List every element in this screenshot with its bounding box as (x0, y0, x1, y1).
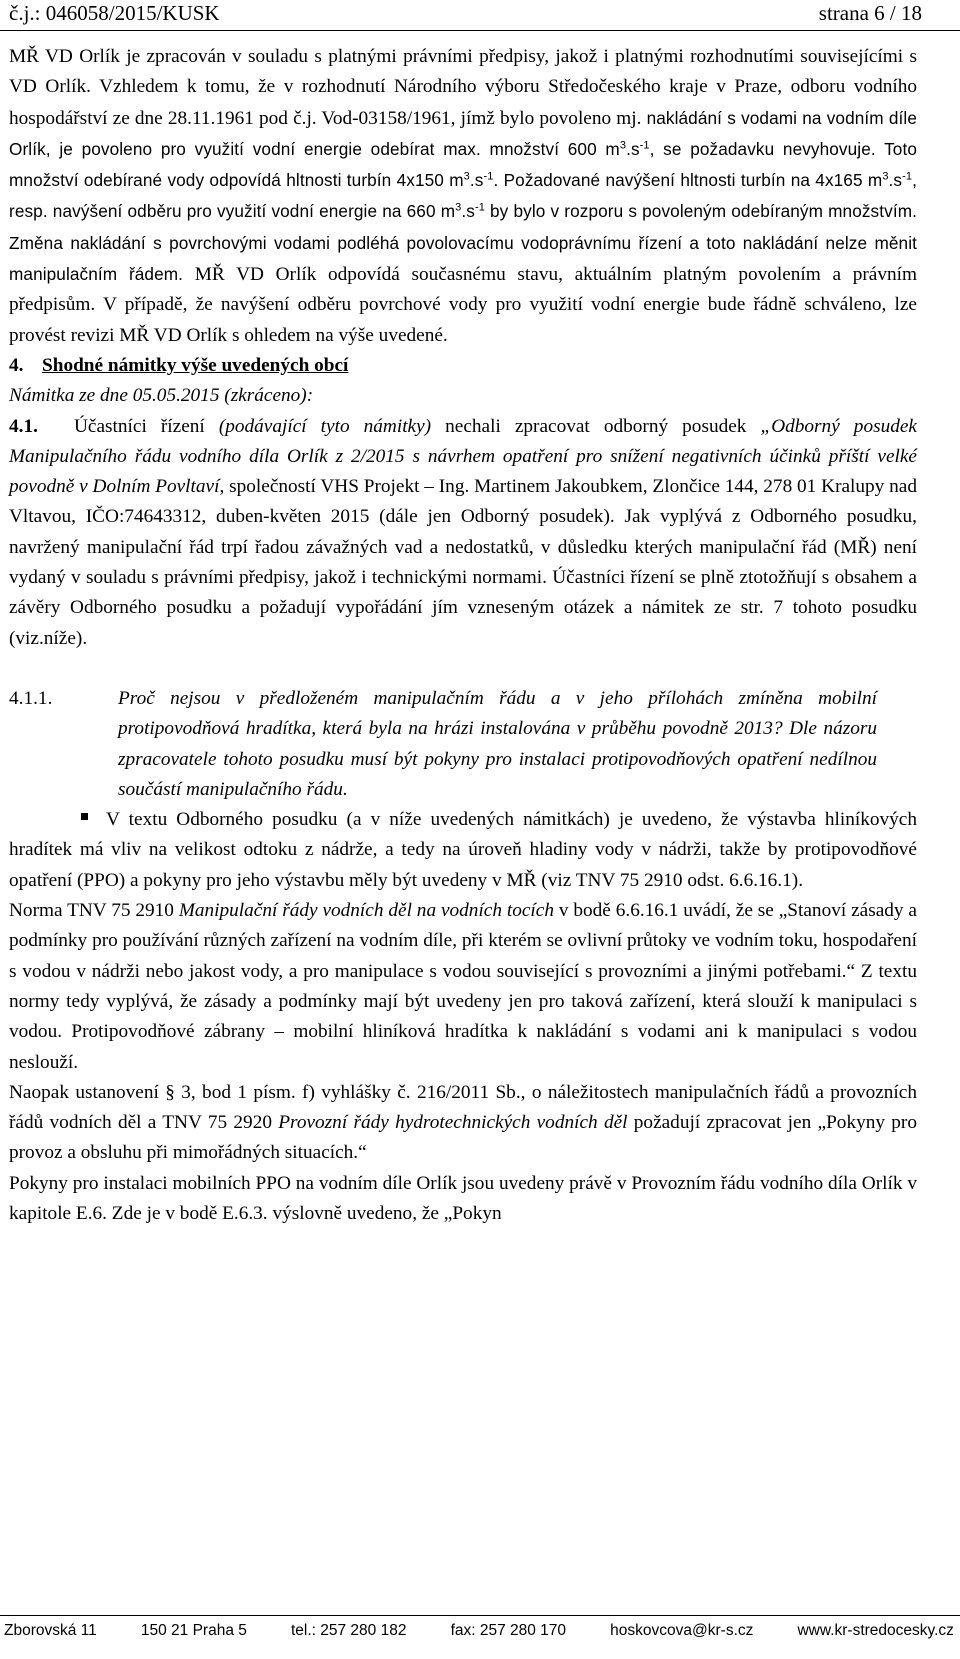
footer-city: 150 21 Praha 5 (140, 1622, 247, 1639)
footer-street: Zborovská 11 (4, 1622, 97, 1639)
paragraph-number: 4.1.1. (9, 687, 53, 709)
page-footer (0, 1615, 960, 1659)
sup: 3 (882, 170, 889, 183)
paragraph-4-1-1 (9, 684, 917, 805)
intro-serif-2: MŘ VD Orlík odpovídá současnému stavu, aktuálním platným povolením a právním předpisům. V případě, že navýšení odběru povrchové vody pro využití vodní energie bude řádně schváleno, lze provést revizi MŘ VD Orlík s ohledem na výše uvedené. (9, 264, 917, 346)
reference-number: č.j.: 046058/2015/KUSK (9, 1, 220, 25)
intro-sans-5: . Požadované navýšení hltnosti turbín na 4x165 m (493, 170, 883, 191)
paragraph-text: , společností VHS Projekt – Ing. Martinem Jakoubkem, Zlončice 144, 278 01 Kralupy nad Vltavou, IČO:74643312, duben-květen 2015 (dále jen Odborný posudek). Jak vyplývá z Odborného posudku, navržený manipulační řád trpí řadou závažných vad a nedostatků, v důsledku kterých manipulační řád (MŘ) není vydaný v souladu s právními předpisy, jakož i technickými normami. Účastníci řízení se plně ztotožňují s obsahem a závěry Odborného posudku a požadují vypořádání jím vzneseným otázek a námitek ze str. 7 tohoto posudku (viz.níže). (9, 476, 917, 649)
intro-sans-3: , se požadavku nevyhovuje. Toto množství odebírané vody odpovídá hltnosti turbín 4x150 m (9, 138, 917, 191)
footer-email: hoskovcova@kr-s.cz (610, 1622, 754, 1639)
paragraph-text: Naopak ustanovení § 3, bod 1 písm. f) vyhlášky č. 216/2011 Sb., o náležitostech manipulačních řádů a provozních řádů vodních děl a TNV 75 2920 (9, 1081, 917, 1134)
paragraph-text-italic: „Odborný posudek Manipulačního řádu vodního díla Orlík z 2/2015 s návrhem opatření pro snížení negativních účinků příští velké povodně v Dolním Povltaví (9, 415, 917, 498)
paragraph-text: Norma TNV 75 2910 (9, 900, 179, 922)
square-bullet-icon (81, 813, 88, 820)
intro-sans-8: .s (461, 201, 475, 222)
sup: 3 (455, 201, 462, 214)
paragraph-text-italic: Proč nejsou v předloženém manipulačním řádu a v jeho přílohách zmíněna mobilní protipovodňová hradítka, která byla na hrázi instalována v průběhu povodně 2013? Dle názoru zpracovatele tohoto posudku musí být pokyny pro instalaci protipovodňových opatření nedílnou součástí manipulačního řádu. (118, 687, 877, 800)
paragraph-text-italic: Manipulační řády vodních děl na vodních tocích (178, 900, 554, 922)
norma-paragraph (9, 896, 917, 1078)
paragraph-text: požadují zpracovat jen „Pokyny pro provoz a obsluhu při mimořádných situacích.“ (9, 1112, 917, 1164)
sup: 3 (463, 170, 470, 183)
page-number: strana 6 / 18 (818, 1, 922, 25)
intro-sans-9: by bylo v rozporu s povoleným odebíraným množstvím. Změna nakládání s povrchovými vodami podléhá povolovacímu vodoprávnímu řízení a toto nakládání nelze měnit manipulačním řádem. (9, 201, 917, 285)
intro-paragraph (9, 42, 917, 351)
sup: -1 (483, 170, 494, 183)
paragraph-4-1 (9, 412, 917, 654)
intro-sans-4: .s (469, 170, 484, 191)
footer-tel: tel.: 257 280 182 (290, 1622, 407, 1639)
section-heading (9, 351, 917, 381)
naopak-paragraph (9, 1078, 917, 1169)
bullet-paragraph (9, 805, 917, 896)
footer-fax: fax: 257 280 170 (450, 1622, 567, 1639)
sup: -1 (639, 139, 650, 152)
section-subtitle: Námitka ze dne 05.05.2015 (zkráceno): (9, 385, 314, 407)
section-title: Shodné námitky výše uvedených obcí (42, 354, 349, 376)
bullet-text: V textu Odborného posudku (a v níže uvedených námitkách) je uvedeno, že výstavba hliníkových hradítek má vliv na velikost odtoku z nádrže, a tedy na úroveň hladiny vody v nádrži, takže by protipovodňové opatření (PPO) a pokyny pro jeho výstavbu měly být uvedeny v MŘ (viz TNV 75 2910 odst. 6.6.16.1). (9, 809, 917, 891)
paragraph-text: nechali zpracovat odborný posudek (431, 415, 761, 437)
intro-sans-6: .s (888, 170, 903, 191)
footer-web: www.kr-stredocesky.cz (797, 1622, 954, 1639)
intro-sans-block (9, 108, 917, 284)
intro-serif-1: MŘ VD Orlík je zpracován v souladu s platnými právními předpisy, jakož i platnými rozhodnutími souvisejícími s VD Orlík. Vzhledem k tomu, že v rozhodnutí Národního výboru Středočeského kraje v Praze, odboru vodního hospodářství ze dne 28.11.1961 pod č.j. Vod-03158/1961, jímž bylo povoleno mj. (9, 46, 917, 129)
intro-sans-7: , resp. navýšení odběru pro využití vodní energie na 660 m (9, 170, 917, 222)
intro-sans-1: nakládání s vodami na vodním díle Orlík, je povoleno pro využití vodní energie odebírat max. množství 600 m (9, 107, 917, 159)
paragraph-text-italic: Provozní řády hydrotechnických vodních děl (278, 1112, 628, 1134)
sup: -1 (474, 201, 485, 214)
paragraph-text: Účastníci řízení (74, 415, 219, 437)
section-number: 4. (9, 354, 24, 376)
document-body (9, 42, 917, 1229)
sup: 3 (619, 139, 627, 152)
intro-sans-2: .s (626, 138, 640, 159)
paragraph-text-italic: (podávající tyto námitky) (218, 415, 432, 437)
paragraph-number: 4.1. (9, 415, 38, 437)
sup: -1 (902, 170, 913, 183)
page-header (0, 0, 960, 31)
paragraph-text: v bodě 6.6.16.1 uvádí, že se „Stanoví zásady a podmínky pro používání různých zařízení na vodním díle, při kterém se ovlivní průtoky ve vodním toku, hospodaření s vodou v nádrži nebo jakost vody, a pro manipulace s vodou související s provozními a jinými potřebami.“ Z textu normy tedy vyplývá, že zásady a podmínky mají být uvedeny jen pro taková zařízení, která slouží k manipulaci s vodou. Protipovodňové zábrany – mobilní hliníková hradítka k nakládání s vodami ani k manipulaci s vodou neslouží. (9, 900, 917, 1073)
pokyny-paragraph: Pokyny pro instalaci mobilních PPO na vodním díle Orlík jsou uvedeny právě v Provozním řádu vodního díla Orlík v kapitole E.6. Zde je v bodě E.6.3. výslovně uvedeno, že „Pokyn (9, 1172, 917, 1224)
